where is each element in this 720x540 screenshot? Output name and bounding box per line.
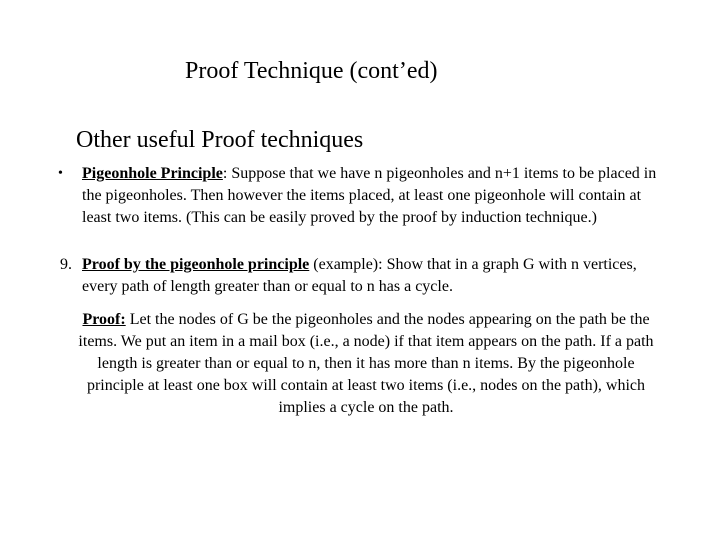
bullet-marker: •	[58, 166, 63, 181]
pigeonhole-principle-paragraph	[82, 163, 662, 229]
proof-label: Proof:	[82, 311, 126, 328]
slide-title: Proof Technique (cont’ed)	[185, 58, 438, 84]
pigeonhole-principle-text: : Suppose that we have n pigeonholes and n+1 items to be placed in the pigeonholes. Then however the items placed, at least one pigeonhole will contain at least two items. (This can be easily proved by the proof by induction technique.)	[82, 165, 657, 226]
proof-text: Let the nodes of G be the pigeonholes and the nodes appearing on the path be the items. We put an item in a mail box (i.e., a node) if that item appears on the path. If a path length is greater than or equal to n, then it has more than n items. By the pigeonhole principle at least one box will contain at least two items (i.e., nodes on the path), which implies a cycle on the path.	[78, 311, 654, 416]
example-text: (example): Show that in a graph G with n vertices, every path of length greater than or equal to n has a cycle.	[82, 256, 637, 295]
pigeonhole-principle-heading: Pigeonhole Principle	[82, 165, 223, 182]
item-number: 9.	[60, 256, 72, 273]
proof-paragraph	[76, 309, 656, 419]
example-paragraph	[82, 254, 662, 298]
section-heading: Other useful Proof techniques	[76, 127, 364, 153]
example-heading: Proof by the pigeonhole principle	[82, 256, 310, 273]
